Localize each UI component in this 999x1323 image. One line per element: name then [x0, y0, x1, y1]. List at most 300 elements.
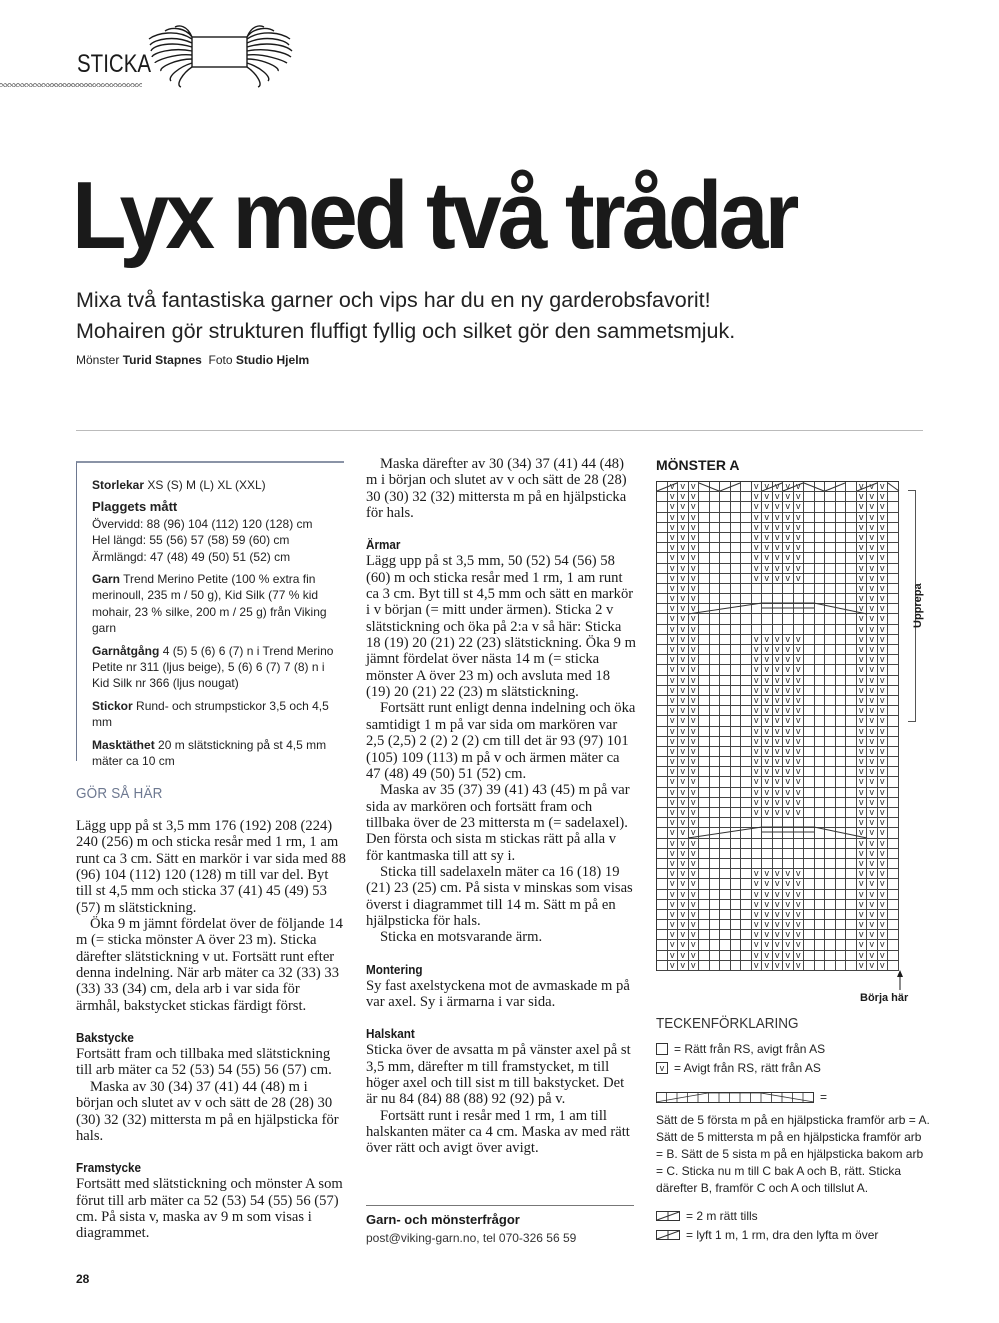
chart-cell	[741, 757, 752, 767]
chart-cell: v	[762, 951, 773, 961]
chart-cell	[699, 910, 710, 920]
chart-cell: v	[794, 686, 805, 696]
chart-cell: v	[783, 696, 794, 706]
chart-cell: v	[773, 645, 784, 655]
chart-cell: v	[867, 859, 878, 869]
chart-cell: v	[773, 716, 784, 726]
chart-cell	[710, 879, 721, 889]
chart-cell	[825, 513, 836, 523]
chart-cell	[888, 502, 899, 512]
chart-cell	[731, 920, 742, 930]
chart-cell	[710, 930, 721, 940]
chart-cell: v	[794, 543, 805, 553]
chart-cell: v	[678, 625, 689, 635]
chart-cell: v	[773, 910, 784, 920]
legend-text: = Rätt från RS, avigt från AS	[674, 1042, 826, 1056]
chart-cell: v	[857, 727, 868, 737]
chart-cell	[741, 686, 752, 696]
fact-label: Stickor	[92, 698, 133, 713]
chart-cell: v	[678, 594, 689, 604]
chart-cell	[710, 777, 721, 787]
chart-cell	[815, 869, 826, 879]
chart-cell: v	[857, 533, 868, 543]
chart-cell	[804, 543, 815, 553]
chart-cell	[741, 523, 752, 533]
chart-cell	[720, 900, 731, 910]
chart-cell: v	[668, 788, 679, 798]
chart-cell	[836, 513, 847, 523]
chart-cell	[710, 553, 721, 563]
chart-cell	[699, 747, 710, 757]
chart-cell	[720, 777, 731, 787]
chart-cell: v	[678, 747, 689, 757]
chart-cell	[657, 584, 668, 594]
chart-cell	[825, 737, 836, 747]
page-title: Lyx med två trådar	[72, 162, 796, 269]
chart-cell	[825, 604, 836, 614]
chart-cell	[804, 635, 815, 645]
chart-cell: v	[867, 849, 878, 859]
chart-cell	[657, 879, 668, 889]
chart-cell	[710, 961, 721, 971]
chart-cell	[804, 665, 815, 675]
chart-cell: v	[878, 645, 889, 655]
photographer-name: Studio Hjelm	[235, 353, 310, 367]
chart-cell: v	[783, 716, 794, 726]
chart-cell: v	[762, 513, 773, 523]
chart-cell	[804, 788, 815, 798]
chart-cell: v	[867, 777, 878, 787]
chart-cell: v	[867, 543, 878, 553]
chart-cell	[836, 645, 847, 655]
chart-cell: v	[752, 502, 763, 512]
chart-cell: v	[783, 665, 794, 675]
chart-cell: v	[689, 676, 700, 686]
chart-cell: v	[867, 716, 878, 726]
chart-cell	[710, 614, 721, 624]
chart-cell: v	[689, 869, 700, 879]
chart-cell: v	[678, 523, 689, 533]
instructions-heading: GÖR SÅ HÄR	[76, 785, 163, 802]
chart-cell	[825, 900, 836, 910]
chart-cell	[741, 910, 752, 920]
chart-cell: v	[783, 930, 794, 940]
chart-cell	[825, 839, 836, 849]
chart-cell	[815, 879, 826, 889]
chart-cell	[720, 951, 731, 961]
chart-cell	[710, 655, 721, 665]
chart-cell	[752, 614, 763, 624]
chart-cell	[710, 869, 721, 879]
chart-cell	[720, 839, 731, 849]
chart-cell	[815, 645, 826, 655]
chart-cell	[657, 574, 668, 584]
chart-cell	[720, 594, 731, 604]
chart-cell	[846, 747, 857, 757]
chart-cell: v	[668, 757, 679, 767]
chart-cell: v	[678, 737, 689, 747]
chart-cell	[846, 604, 857, 614]
subheading-assembly: Montering	[366, 961, 423, 977]
chart-cell: v	[867, 594, 878, 604]
chart-cell: v	[867, 757, 878, 767]
chart-cell: v	[773, 900, 784, 910]
chart-cell	[741, 859, 752, 869]
chart-cell: v	[857, 869, 868, 879]
chart-cell	[699, 523, 710, 533]
chart-cell	[846, 951, 857, 961]
chart-cell: v	[794, 940, 805, 950]
chart-cell	[741, 737, 752, 747]
chart-cell: v	[857, 665, 868, 675]
chart-cell: v	[762, 767, 773, 777]
chart-cell	[710, 665, 721, 675]
chart-cell	[846, 686, 857, 696]
chart-cell	[804, 553, 815, 563]
chart-cell	[699, 818, 710, 828]
chart-cell	[804, 940, 815, 950]
chart-cell: v	[878, 686, 889, 696]
chart-cell	[710, 828, 721, 838]
chart-cell: v	[668, 564, 679, 574]
chart-cell: v	[668, 635, 679, 645]
chart-cell	[699, 676, 710, 686]
chart-cell: v	[773, 757, 784, 767]
chart-cell	[720, 625, 731, 635]
divider	[366, 1205, 634, 1206]
chart-cell	[836, 716, 847, 726]
chart-cell	[699, 686, 710, 696]
chart-cell	[657, 818, 668, 828]
chart-cell: v	[668, 940, 679, 950]
chart-cell	[888, 727, 899, 737]
chart-cell	[657, 482, 668, 492]
chart-cell: v	[678, 788, 689, 798]
chart-cell	[657, 492, 668, 502]
chart-cell: v	[668, 502, 679, 512]
chart-cell	[657, 828, 668, 838]
chart-cell: v	[762, 879, 773, 889]
chart-cell	[710, 706, 721, 716]
chart-cell	[710, 482, 721, 492]
chart-cell: v	[867, 808, 878, 818]
chart-cell	[804, 737, 815, 747]
chart-cell: v	[878, 777, 889, 787]
chart-cell	[699, 553, 710, 563]
chart-cell: v	[794, 767, 805, 777]
chart-cell: v	[794, 716, 805, 726]
chart-cell	[846, 940, 857, 950]
chart-cell	[804, 625, 815, 635]
chart-cell: v	[678, 543, 689, 553]
chart-cell	[825, 564, 836, 574]
chart-cell	[804, 859, 815, 869]
chart-cell	[710, 492, 721, 502]
chart-cell: v	[678, 910, 689, 920]
chart-cell	[657, 635, 668, 645]
chart-cell	[657, 737, 668, 747]
chart-cell	[815, 951, 826, 961]
chart-cell	[720, 910, 731, 920]
chart-cell: v	[762, 482, 773, 492]
chart-cell	[888, 869, 899, 879]
chart-cell	[657, 523, 668, 533]
chart-cell	[804, 879, 815, 889]
chart-cell	[741, 502, 752, 512]
chart-cell	[825, 777, 836, 787]
chart-cell: v	[762, 574, 773, 584]
chart-cell	[710, 818, 721, 828]
chart-cell	[710, 645, 721, 655]
chart-cell: v	[762, 920, 773, 930]
chart-cell: v	[878, 625, 889, 635]
chart-cell	[762, 584, 773, 594]
chart-cell	[846, 625, 857, 635]
chart-cell	[731, 767, 742, 777]
chart-cell: v	[867, 686, 878, 696]
chart-cell	[741, 716, 752, 726]
chart-cell	[794, 828, 805, 838]
chart-cell: v	[752, 890, 763, 900]
chart-cell: v	[678, 482, 689, 492]
chart-cell	[720, 879, 731, 889]
chart-cell: v	[857, 910, 868, 920]
chart-cell: v	[783, 574, 794, 584]
chart-cell	[888, 696, 899, 706]
chart-cell	[731, 900, 742, 910]
chart-cell	[699, 716, 710, 726]
chart-cell: v	[878, 594, 889, 604]
chart-cell	[731, 747, 742, 757]
chart-cell	[741, 930, 752, 940]
chart-cell	[699, 513, 710, 523]
chart-cell	[783, 849, 794, 859]
chart-cell: v	[668, 594, 679, 604]
chart-cell: v	[668, 513, 679, 523]
chart-cell	[657, 859, 668, 869]
chart-cell	[846, 890, 857, 900]
chart-cell	[825, 818, 836, 828]
chart-cell: v	[689, 757, 700, 767]
chart-cell	[815, 625, 826, 635]
chart-cell	[657, 564, 668, 574]
chart-cell	[804, 513, 815, 523]
chart-cell: v	[689, 798, 700, 808]
chart-cell	[720, 961, 731, 971]
chart-cell: v	[794, 808, 805, 818]
chart-cell: v	[794, 930, 805, 940]
chart-cell	[762, 849, 773, 859]
chart-cell: v	[689, 849, 700, 859]
chart-cell: v	[878, 482, 889, 492]
yarn-skein-icon	[147, 25, 295, 91]
chart-cell: v	[783, 890, 794, 900]
chart-cell: v	[878, 543, 889, 553]
legend-text: = Avigt från RS, rätt från AS	[674, 1061, 821, 1075]
chart-cell	[888, 482, 899, 492]
chart-cell: v	[878, 492, 889, 502]
chart-cell: v	[752, 940, 763, 950]
chart-cell	[657, 533, 668, 543]
chart-cell: v	[794, 951, 805, 961]
legend-item-skp	[656, 1228, 878, 1242]
chart-cell	[836, 604, 847, 614]
chart-cell	[815, 910, 826, 920]
chart-cell	[888, 890, 899, 900]
chart-cell: v	[678, 869, 689, 879]
chart-cell: v	[689, 492, 700, 502]
chart-cell	[825, 757, 836, 767]
chart-cell	[804, 849, 815, 859]
chart-cell: v	[689, 502, 700, 512]
chart-cell: v	[668, 584, 679, 594]
chart-cell: v	[668, 869, 679, 879]
chart-cell: v	[867, 900, 878, 910]
chart-cell	[836, 767, 847, 777]
chart-cell	[720, 849, 731, 859]
chart-cell	[836, 696, 847, 706]
chart-cell	[783, 839, 794, 849]
chart-cell: v	[783, 767, 794, 777]
chart-cell: v	[678, 930, 689, 940]
chart-cell	[720, 676, 731, 686]
chart-cell	[804, 961, 815, 971]
legend-item-purl	[656, 1061, 821, 1075]
chart-cell: v	[668, 645, 679, 655]
chart-cell: v	[773, 767, 784, 777]
chart-cell	[846, 859, 857, 869]
chart-cell	[720, 513, 731, 523]
designer-name: Turid Stapnes	[122, 353, 202, 367]
chart-cell	[825, 584, 836, 594]
chart-cell	[720, 747, 731, 757]
chart-cell: v	[752, 910, 763, 920]
chart-cell: v	[678, 777, 689, 787]
chart-cell: v	[857, 767, 868, 777]
chart-cell	[825, 492, 836, 502]
chart-cell	[731, 553, 742, 563]
chart-cell: v	[668, 543, 679, 553]
chart-cell	[731, 502, 742, 512]
chart-cell: v	[878, 900, 889, 910]
chart-cell	[710, 594, 721, 604]
chart-cell: v	[689, 614, 700, 624]
chart-cell: v	[857, 900, 868, 910]
chart-cell	[710, 584, 721, 594]
chart-cell: v	[857, 920, 868, 930]
chart-cell	[741, 665, 752, 675]
chart-cell: v	[773, 513, 784, 523]
chart-cell	[720, 818, 731, 828]
chart-cell: v	[762, 706, 773, 716]
chart-cell	[710, 604, 721, 614]
chart-cell	[836, 553, 847, 563]
chart-cell: v	[773, 676, 784, 686]
chart-cell	[815, 676, 826, 686]
chart-cell	[710, 859, 721, 869]
chart-cell: v	[867, 553, 878, 563]
chart-cell	[888, 655, 899, 665]
chart-cell	[657, 869, 668, 879]
chart-cell	[836, 869, 847, 879]
chart-cell	[741, 788, 752, 798]
chart-cell	[888, 839, 899, 849]
chart-cell	[804, 533, 815, 543]
chart-cell: v	[783, 869, 794, 879]
chart-cell: v	[773, 951, 784, 961]
chart-cell	[731, 951, 742, 961]
chart-cell	[699, 879, 710, 889]
chart-cell	[783, 818, 794, 828]
chart-cell: v	[762, 696, 773, 706]
chart-cell: v	[783, 655, 794, 665]
chart-cell: v	[752, 665, 763, 675]
cable-cross-icon	[656, 1092, 814, 1103]
chart-cell	[731, 849, 742, 859]
chart-cell	[741, 839, 752, 849]
chart-cell: v	[689, 686, 700, 696]
chart-cell	[825, 849, 836, 859]
chart-cell: v	[878, 839, 889, 849]
chart-cell: v	[794, 910, 805, 920]
chart-cell: v	[773, 686, 784, 696]
subheading-sleeves: Ärmar	[366, 537, 401, 553]
chart-cell	[710, 635, 721, 645]
chart-cell: v	[678, 798, 689, 808]
chart-cell	[657, 716, 668, 726]
chart-cell	[846, 788, 857, 798]
fact-label: Garnåtgång	[92, 643, 160, 658]
chart-cell	[720, 757, 731, 767]
chart-cell: v	[867, 890, 878, 900]
chart-cell: v	[878, 564, 889, 574]
chart-cell	[836, 492, 847, 502]
chart-cell: v	[878, 584, 889, 594]
chart-cell	[657, 614, 668, 624]
chart-cell	[741, 798, 752, 808]
chart-cell	[815, 798, 826, 808]
chart-cell	[699, 584, 710, 594]
chart-cell: v	[689, 533, 700, 543]
chart-cell	[720, 808, 731, 818]
chart-cell	[846, 655, 857, 665]
chart-cell	[825, 502, 836, 512]
chart-cell: v	[783, 523, 794, 533]
chart-cell: v	[867, 533, 878, 543]
chart-cell: v	[867, 737, 878, 747]
chart-cell	[804, 930, 815, 940]
chart-cell: v	[773, 788, 784, 798]
chart-cell	[804, 757, 815, 767]
chart-cell: v	[867, 747, 878, 757]
chart-cell: v	[794, 727, 805, 737]
chart-cell	[720, 920, 731, 930]
chart-cell	[794, 818, 805, 828]
section-rule	[0, 83, 142, 87]
chart-cell	[804, 910, 815, 920]
chart-cell	[657, 767, 668, 777]
chart-cell	[888, 951, 899, 961]
chart-cell	[741, 869, 752, 879]
chart-cell: v	[857, 502, 868, 512]
chart-cell	[710, 839, 721, 849]
chart-cell	[804, 839, 815, 849]
chart-cell: v	[678, 665, 689, 675]
chart-cell	[836, 533, 847, 543]
chart-cell: v	[783, 879, 794, 889]
chart-cell	[836, 757, 847, 767]
chart-cell	[846, 900, 857, 910]
